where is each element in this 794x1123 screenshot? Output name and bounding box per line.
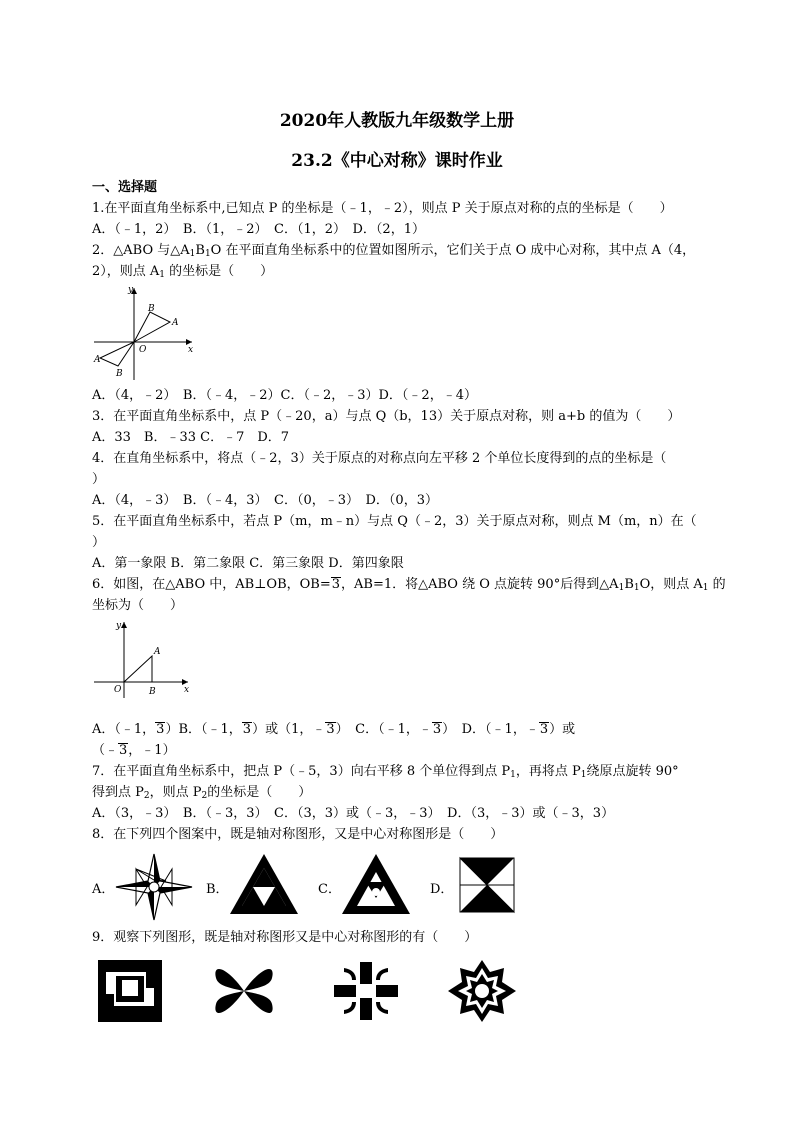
q6-figure (92, 618, 192, 700)
q8-option-a-label: A． (92, 882, 115, 897)
q8-option-d-label: D． (430, 882, 454, 897)
q8-option-c-label: C． (318, 882, 341, 897)
q1-options: A．（﹣1，2） B．（1，﹣2） C．（1，2） D．（2，1） (92, 222, 425, 237)
q3-options: A．33 B．﹣33 C．﹣7 D．7 (92, 430, 290, 445)
q2-stem-line1: 2．△ABO 与$\triangle A_1B_1O$ 在平面直角坐标系中的位置如图所示，它们关于点 O 成中心对称，其中点 A（4， (92, 243, 696, 259)
q8-figure-a-compass-star (114, 852, 194, 922)
q2-fig-x-label: x (188, 345, 194, 355)
q8-figure-c-triangle (340, 852, 412, 916)
q2-fig-a-label: A (172, 318, 179, 328)
q2-fig-y-label: y (128, 285, 134, 295)
q6-fig-y-label: y (116, 621, 122, 631)
q2-fig-b1-label: B (116, 369, 123, 379)
q5-options: A．第一象限 B．第二象限 C．第三象限 D．第四象限 (92, 556, 404, 571)
section-heading: 一、选择题 (92, 180, 158, 195)
q9-stem: 9．观察下列图形，既是轴对称图形又是中心对称图形的有（ ） (92, 930, 478, 945)
sqrt-3: 3 (331, 577, 341, 592)
document-title: 2020年人教版九年级数学上册 (279, 111, 515, 131)
q6-fig-b-label: B (149, 687, 156, 697)
q7-stem-line1: 7．在平面直角坐标系中，把点 P（﹣5，3）向右平移 8 个单位得到点 $P_1$，再将点 $P_1$绕原点旋转 90° (92, 764, 679, 780)
document-subtitle: 23.2《中心对称》课时作业 (291, 151, 503, 171)
q4-stem-line1: 4．在直角坐标系中，将点（﹣2，3）关于原点的对称点向左平移 2 个单位长度得到的点的坐标是（ (92, 451, 667, 466)
q7-options: A．（3，﹣3） B．（﹣3，3） C．（3，3）或（﹣3，﹣3） D．（3，﹣3）或（﹣3，3） (92, 806, 615, 821)
q5-stem: 5．在平面直角坐标系中，若点 P（m，m﹣n）与点 Q（﹣2，3）关于原点对称，则点 M（m，n）在（ (92, 514, 697, 529)
q2-stem-line2: 2），则点 $A_1$ 的坐标是（ ） (92, 264, 274, 280)
q4-options: A．（4，﹣3） B．（﹣4，3） C．（0，﹣3） D．（0，3） (92, 493, 438, 508)
q1-stem: 1.在平面直角坐标系中,已知点 P 的坐标是（﹣1，﹣2），则点 P 关于原点对称的点的坐标是（ ） (92, 201, 673, 216)
q6-stem-line2: 坐标为（ ） (92, 598, 184, 613)
q7-stem-line2: 得到点 $P_2$，则点 $P_2$的坐标是（ ） (92, 785, 312, 801)
q8-figure-d-pinwheel (452, 852, 522, 918)
q6-options-line1: A．（﹣1，3）B．（﹣1，3）或（1，﹣3） C．（﹣1，﹣3） D．（﹣1，﹣3）或 (92, 722, 576, 737)
q9-figure-2-butterfly (208, 958, 280, 1024)
q2-fig-a1-label: A (94, 355, 101, 365)
q6-fig-x-label: x (184, 685, 190, 695)
q6-fig-a-label: A (154, 647, 161, 657)
q8-figure-b-triangle (228, 852, 300, 916)
q8-stem: 8．在下列四个图案中，既是轴对称图形，又是中心对称图形是（ ） (92, 827, 504, 842)
q6-fig-o-label: O (114, 685, 122, 695)
q2-fig-b-label: B (148, 304, 155, 314)
q8-option-b-label: B． (206, 882, 229, 897)
q2-options: A．（4，﹣2） B．（﹣4，﹣2）C．（﹣2，﹣3）D．（﹣2，﹣4） (92, 388, 477, 403)
q9-figure-3-cross (330, 958, 402, 1024)
q9-figure-1-square-ring (96, 958, 166, 1024)
q4-stem-line2: ） (92, 472, 106, 487)
q6-options-line2: （﹣3，﹣1） (92, 743, 176, 758)
q6-stem-line1: 6．如图，在△ABO 中，AB⊥OB，OB=3，AB=1．将△ABO 绕 O 点旋转 90°后得到$\triangle A_1B_1O$，则点 $A_1$ 的 (92, 577, 726, 593)
q2-figure (92, 282, 202, 382)
q3-stem: 3．在平面直角坐标系中，点 P（﹣20，a）与点 Q（b，13）关于原点对称，则 a+b 的值为（ ） (92, 409, 681, 424)
q5-stem-line2: ） (92, 535, 106, 550)
q9-figure-4-octagram (446, 958, 518, 1024)
q2-fig-o-label: O (139, 345, 147, 355)
